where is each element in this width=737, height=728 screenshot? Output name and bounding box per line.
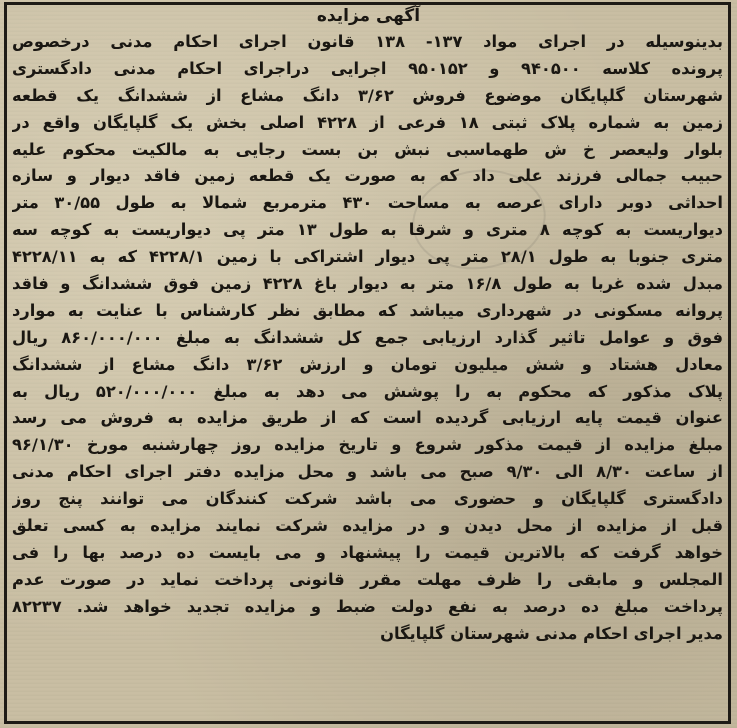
notice-line: مبدل شده غربا به طول ۱۶/۸ متر به دیوار باغ ۴۲۲۸ زمین فوق ششدانگ و فاقد bbox=[12, 274, 723, 294]
notice-line: احداثی دوبر دارای عرصه به مساحت ۴۳۰ مترمربع شمالا به طول ۳۰/۵۵ متر bbox=[12, 193, 723, 213]
notice-line: پرونده کلاسه ۹۴۰۵۰۰ و ۹۵۰۱۵۲ اجرایی دراجرای احکام مدنی دادگستری bbox=[12, 58, 723, 78]
notice-line: متری جنوبا به طول ۲۸/۱ متر پی دیوار اشتراکی با زمین ۴۲۲۸/۱ که به ۴۲۲۸/۱۱ bbox=[12, 247, 723, 267]
notice-body bbox=[12, 29, 723, 647]
notice-line: معادل هشتاد و شش میلیون تومان و ارزش ۳/۶۲ دانگ مشاع از ششدانگ bbox=[12, 354, 723, 374]
notice-signature: مدیر اجرای احکام مدنی شهرستان گلپایگان bbox=[380, 623, 723, 643]
notice-line: قبل از مزایده از محل دیدن و در مزایده شرکت نمایند مزایده به کسی تعلق bbox=[12, 516, 723, 536]
notice-line: از ساعت ۸/۳۰ الی ۹/۳۰ صبح می باشد و محل مزایده دفتر اجرای احکام مدنی bbox=[12, 462, 723, 482]
notice-line: پروانه مسکونی در شهرداری میباشد که مطابق نظر کارشناس با عنایت به موارد bbox=[12, 300, 723, 320]
notice-line: عنوان قیمت پایه ارزیابی گردیده است که از طریق مزایده به فروش می رسد bbox=[12, 408, 723, 428]
notice-line: زمین به شماره پلاک ثبتی ۱۸ فرعی از ۴۲۲۸ اصلی بخش یک گلپایگان واقع در bbox=[12, 112, 723, 132]
notice-line: پرداخت مبلغ ده درصد به نفع دولت ضبط و مزایده تجدید خواهد شد. ۸۲۲۳۷ bbox=[12, 596, 723, 616]
notice-line: دیواریست به کوچه ۸ متری و شرقا به طول ۱۳ متر پی دیواریست به کوچه سه bbox=[12, 220, 723, 240]
notice-line: دادگستری گلپایگان و حضوری می باشد شرکت کنندگان می توانند پنج روز bbox=[12, 489, 723, 509]
notice-line: پلاک مذکور که محکوم به را پوشش می دهد به مبلغ ۵۲۰/۰۰۰/۰۰۰ ریال به bbox=[12, 381, 723, 401]
notice-line: مبلغ مزایده از قیمت مذکور شروع و تاریخ مزایده روز چهارشنبه مورخ ۹۶/۱/۳۰ bbox=[12, 435, 723, 455]
notice-line: المجلس و مابقی را ظرف مهلت مقرر قانونی پرداخت نماید در صورت عدم bbox=[12, 569, 723, 589]
notice-line: بلوار ولیعصر خ ش طهماسبی نبش بن بست رجایی به مالکیت محکوم علیه bbox=[12, 139, 723, 159]
notice-line: شهرستان گلپایگان موضوع فروش ۳/۶۲ دانگ مشاع از ششدانگ یک قطعه bbox=[12, 85, 723, 105]
notice-line: خواهد گرفت که بالاترین قیمت را پیشنهاد و می بایست ده درصد بها را فی bbox=[12, 542, 723, 562]
notice-line: فوق و عوامل تاثیر گذارد ارزیابی جمع کل ششدانگ به مبلغ ۸۶۰/۰۰۰/۰۰۰ ریال bbox=[12, 327, 723, 347]
notice-line: حبیب جمالی فرزند علی داد که به صورت یک قطعه زمین فاقد دیوار و سازه bbox=[12, 166, 723, 186]
notice-title: آگهی مزایده bbox=[316, 6, 421, 26]
notice-line: بدینوسیله در اجرای مواد ۱۳۷- ۱۳۸ قانون اجرای احکام مدنی درخصوص bbox=[12, 32, 723, 51]
